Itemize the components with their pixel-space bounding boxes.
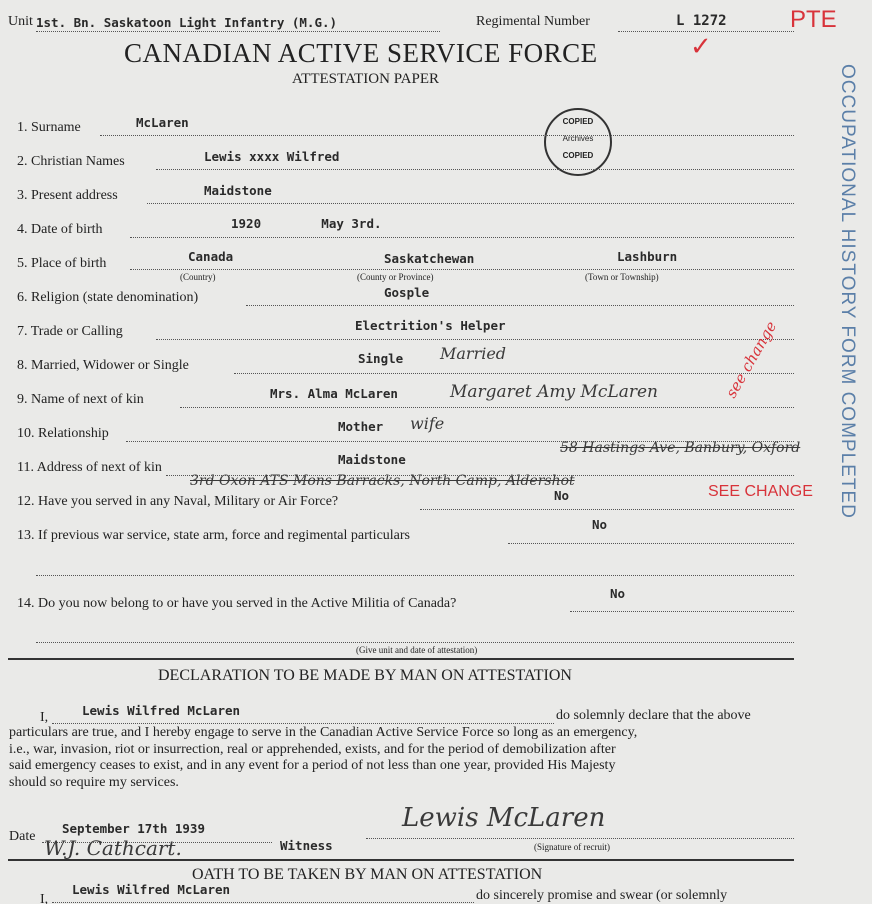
oath-heading: OATH TO BE TAKEN BY MAN ON ATTESTATION [192, 866, 543, 883]
birth-province-value: Saskatchewan [384, 251, 475, 266]
unit-label: Unit [8, 14, 33, 29]
marital-status-value: Single [358, 351, 404, 366]
place-of-birth-label: 5. Place of birth [17, 256, 107, 271]
signature-caption: (Signature of recruit) [534, 842, 610, 852]
christian-names-value: Lewis xxxx Wilfred [204, 149, 340, 164]
date-of-birth-value: 1920 May 3rd. [231, 216, 382, 231]
served-forces-value: No [554, 488, 570, 503]
declaration-name: Lewis Wilfred McLaren [82, 703, 241, 718]
caption-town: (Town or Township) [585, 272, 659, 282]
militia-caption: (Give unit and date of attestation) [356, 645, 478, 655]
date-of-birth-label: 4. Date of birth [17, 222, 103, 237]
next-of-kin-value: Mrs. Alma McLaren [270, 386, 398, 401]
present-address-value: Maidstone [204, 183, 272, 198]
next-of-kin-address-value: Maidstone [338, 452, 406, 467]
witness-label: Witness [280, 838, 333, 853]
next-of-kin-address-label: 11. Address of next of kin [17, 460, 162, 475]
christian-names-label: 2. Christian Names [17, 154, 125, 169]
caption-province: (County or Province) [357, 272, 434, 282]
see-change-handwritten: see change [722, 318, 781, 401]
next-of-kin-correction: Margaret Amy McLaren [450, 382, 659, 402]
relationship-value: Mother [338, 419, 384, 434]
militia-value: No [610, 586, 626, 601]
war-service-label: 13. If previous war service, state arm, force and regimental particulars [17, 528, 410, 543]
oath-i: I, [40, 892, 49, 904]
declaration-line1-end: do solemnly declare that the above [556, 708, 751, 723]
see-change-stamp: SEE CHANGE [708, 483, 813, 500]
surname-label: 1. Surname [17, 120, 81, 135]
relationship-correction: wife [410, 414, 445, 433]
witness-signature: W.J. Cathcart. [44, 836, 182, 860]
declaration-i: I, [40, 710, 49, 725]
surname-value: McLaren [136, 115, 189, 130]
declaration-body: particulars are true, and I hereby engage to serve in the Canadian Active Service Force so long as an emergency, i.e., war, invasion, riot or insurrection, real or apprehended, exists, and for the period of demobilization after said emergency ceases to exist, and in any event for a period of not less than one year, provided His Majesty should so require my services. [9, 725, 638, 790]
marital-status-label: 8. Married, Widower or Single [17, 358, 189, 373]
occupational-history-stamp: OCCUPATIONAL HISTORY FORM COMPLETED [837, 64, 858, 519]
militia-label: 14. Do you now belong to or have you served in the Active Militia of Canada? [17, 596, 457, 611]
regimental-number-value: L 1272 [676, 13, 727, 29]
birth-town-value: Lashburn [617, 249, 678, 264]
declaration-heading: DECLARATION TO BE MADE BY MAN ON ATTESTATION [158, 667, 572, 684]
form-title: CANADIAN ACTIVE SERVICE FORCE [124, 38, 598, 68]
next-of-kin-label: 9. Name of next of kin [17, 392, 144, 407]
war-service-value: No [592, 517, 608, 532]
rank-mark: PTE [790, 6, 837, 33]
oath-name: Lewis Wilfred McLaren [72, 882, 231, 897]
present-address-label: 3. Present address [17, 188, 118, 203]
next-of-kin-address-correction-2: 3rd Oxon ATS Mons Barracks, North Camp, Aldershot [190, 473, 575, 489]
caption-country: (Country) [180, 272, 216, 282]
date-value: September 17th 1939 [62, 821, 205, 836]
religion-value: Gosple [384, 285, 430, 300]
next-of-kin-address-correction: 58 Hastings Ave, Banbury, Oxford [560, 440, 801, 456]
birth-country-value: Canada [188, 249, 234, 264]
unit-value: 1st. Bn. Saskatoon Light Infantry (M.G.) [36, 15, 338, 30]
regimental-number-label: Regimental Number [476, 14, 590, 29]
recruit-signature: Lewis McLaren [402, 803, 606, 833]
served-forces-label: 12. Have you served in any Naval, Military or Air Force? [17, 494, 339, 509]
check-mark-icon: ✓ [690, 32, 712, 61]
trade-value: Electrition's Helper [355, 318, 506, 333]
archives-stamp: COPIED Archives COPIED [544, 108, 612, 176]
oath-line1-end: do sincerely promise and swear (or solemnly [476, 888, 728, 903]
date-label: Date [9, 829, 36, 844]
relationship-label: 10. Relationship [17, 426, 109, 441]
marital-status-correction: Married [440, 344, 507, 363]
trade-label: 7. Trade or Calling [17, 324, 123, 339]
religion-label: 6. Religion (state denomination) [17, 290, 199, 305]
form-subtitle: ATTESTATION PAPER [292, 71, 440, 87]
